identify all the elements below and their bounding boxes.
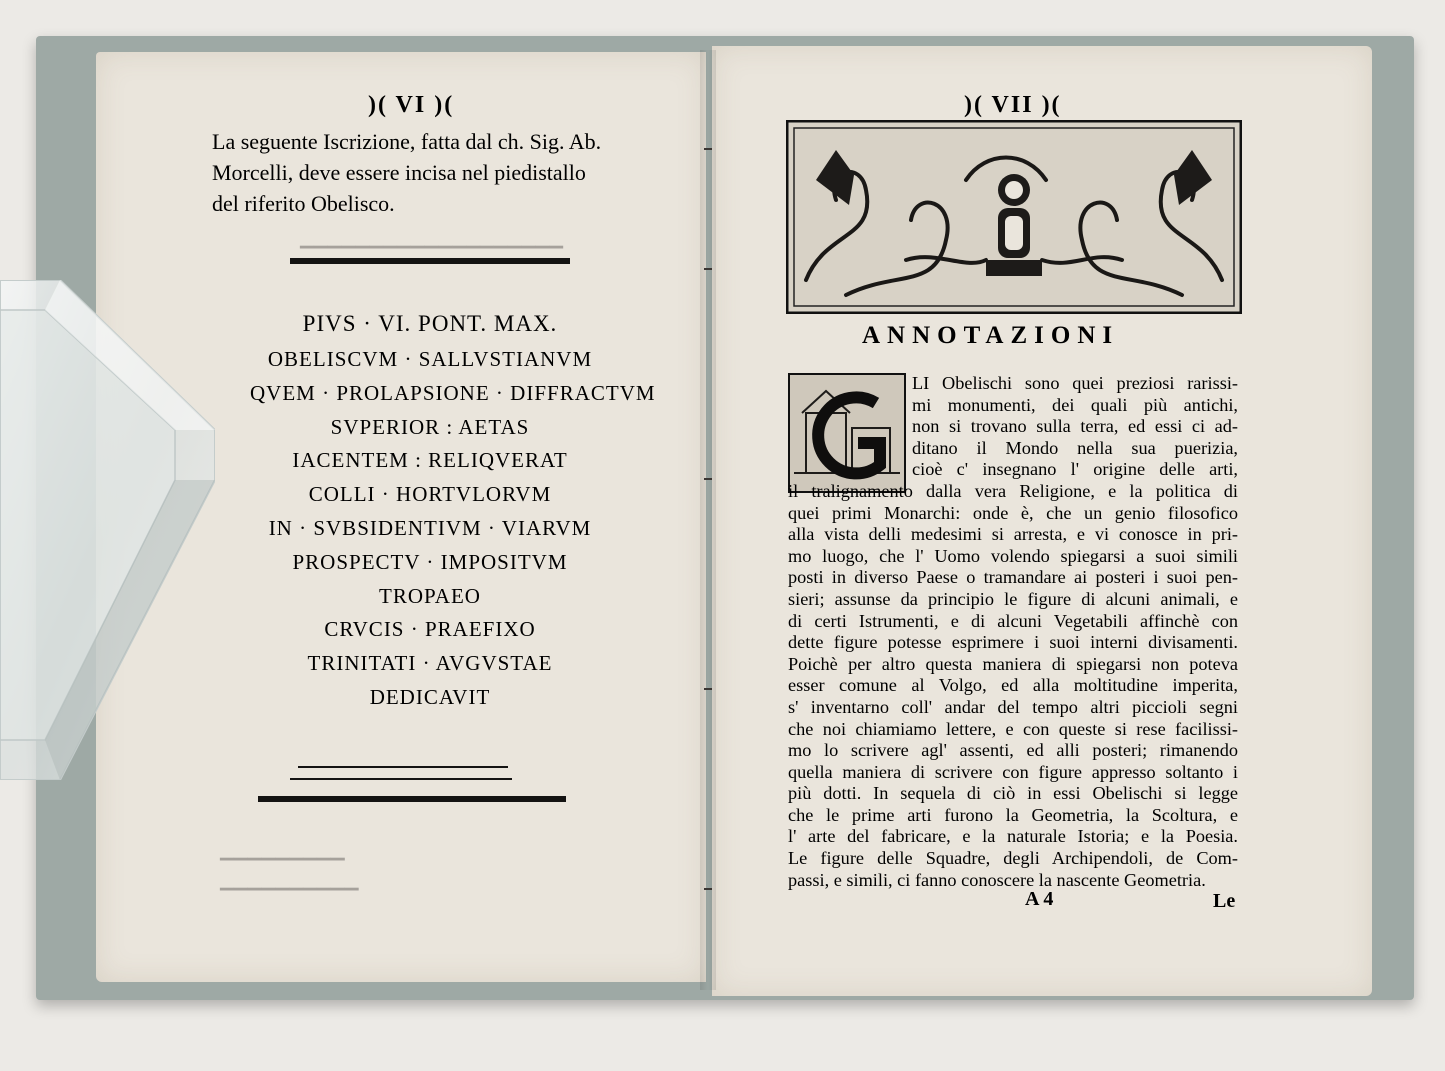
body-line: Le figure delle Squadre, degli Archipendoli, de Com- xyxy=(788,848,1238,869)
body-line: mo luogo, che l' Uomo volendo spiegarsi a suoi simili xyxy=(788,545,1238,566)
body-line: sieri; assunse da principio le figure di alcuni animali, e xyxy=(788,588,1238,609)
body-line: mo lo scrivere agl' assenti, ed alli posteri; rimanendo xyxy=(788,740,1238,761)
running-head-right: )( VII )( xyxy=(964,92,1062,118)
body-line: ditano il Mondo nella sua puerizia, xyxy=(912,437,1238,458)
intro-line: La seguente Iscrizione, fatta dal ch. Sig. Ab. xyxy=(212,129,602,154)
rule-thick xyxy=(258,796,566,802)
inscription-line: PIVS · VI. PONT. MAX. xyxy=(302,311,558,336)
inscription-line: TRINITATI · AVGVSTAE xyxy=(307,651,553,676)
show-through-text: ▁▁▁▁▁▁▁▁▁▁ xyxy=(220,870,359,890)
annotation-body xyxy=(788,373,1238,891)
running-head-left: )( VI )( xyxy=(368,92,455,118)
inscription-line: DEDICAVIT xyxy=(369,684,491,709)
body-line: s' inventarno coll' andar del tempo altri piccioli segni xyxy=(788,696,1238,717)
inscription-line: IN · SVBSIDENTIVM · VIARVM xyxy=(268,515,592,540)
body-line: che noi chiamiamo lettere, e con queste si rese facilissi- xyxy=(788,718,1238,739)
binding-stitch xyxy=(704,888,712,890)
body-line: l' arte del fabricare, e la naturale Istoria; e la Poesia. xyxy=(788,826,1238,847)
intro-line: Morcelli, deve essere incisa nel piedistallo xyxy=(212,160,586,185)
decorative-headpiece xyxy=(786,120,1242,314)
body-line: cioè c' insegnano l' origine delle arti, xyxy=(912,459,1238,480)
body-line: di certi Istrumenti, e di alcuni Vegetabili affinchè con xyxy=(788,610,1238,631)
show-through-text: ▁▁▁▁▁▁▁▁▁▁▁▁▁▁▁▁▁▁▁ xyxy=(300,228,564,248)
body-line: che le prime arti furono la Geometria, la Scoltura, e xyxy=(788,804,1238,825)
show-through-text: ▁▁▁▁▁▁▁▁▁ xyxy=(220,840,345,860)
inscription-line: OBELISCVM · SALLVSTIANVM xyxy=(267,347,593,371)
body-line: dette figure potesse esprimere i suoi interni divisamenti. xyxy=(788,632,1238,653)
rule-thick xyxy=(290,258,570,264)
binding-stitch xyxy=(704,478,712,480)
body-line: il tralignamento dalla vera Religione, e la politica di xyxy=(788,480,1238,501)
inscription-line: COLLI · HORTVLORVM xyxy=(308,482,552,507)
body-line: più dotti. In sequela di ciò in essi Obelischi si legge xyxy=(788,783,1238,804)
body-line: quei primi Monarchi: onde è, che un genio filosofico xyxy=(788,502,1238,523)
intro-line: del riferito Obelisco. xyxy=(212,191,395,216)
inscription-line: PROSPECTV · IMPOSITVM xyxy=(292,549,568,574)
signature-mark: A 4 xyxy=(1025,888,1054,910)
catchword: Le xyxy=(1213,890,1236,912)
body-line: LI Obelischi sono quei preziosi rarissi- xyxy=(912,373,1238,393)
inscription-line: TROPAEO xyxy=(379,583,481,608)
inscription-line: SVPERIOR : AETAS xyxy=(330,414,530,439)
body-line: passi, e simili, ci fanno conoscere la nascente Geometria. xyxy=(788,869,1206,890)
latin-inscription xyxy=(250,305,656,715)
body-line: esser comune al Volgo, ed alla moltitudine imperita, xyxy=(788,675,1238,696)
body-line: posti in diverso Paese o tramandare ai posteri i suoi pen- xyxy=(788,567,1238,588)
body-line: alla vista delli medesimi si arresta, e vi conosce in pri- xyxy=(788,524,1238,545)
body-line: quella maniera di scrivere con figure appresso soltanto i xyxy=(788,761,1238,782)
body-line: non si trovano sulla terra, ed essi ci ad- xyxy=(912,416,1238,437)
inscription-line: IACENTEM : RELIQVERAT xyxy=(292,448,568,473)
rule-thin xyxy=(298,766,508,768)
binding-stitch xyxy=(704,148,712,150)
book-gutter xyxy=(700,50,716,990)
section-heading: ANNOTAZIONI xyxy=(862,322,1120,349)
binding-stitch xyxy=(704,268,712,270)
rule-thin xyxy=(290,778,512,780)
binding-stitch xyxy=(704,688,712,690)
body-line: Poichè per altro questa maniera di spiegarsi non poteva xyxy=(788,653,1238,674)
body-line: mi monumenti, dei quali più antichi, xyxy=(912,394,1238,415)
inscription-line: QVEM · PROLAPSIONE · DIFFRACTVM xyxy=(250,380,656,405)
glass-page-weight xyxy=(0,280,215,780)
inscription-line: CRVCIS · PRAEFIXO xyxy=(324,617,536,642)
intro-paragraph xyxy=(212,126,652,219)
